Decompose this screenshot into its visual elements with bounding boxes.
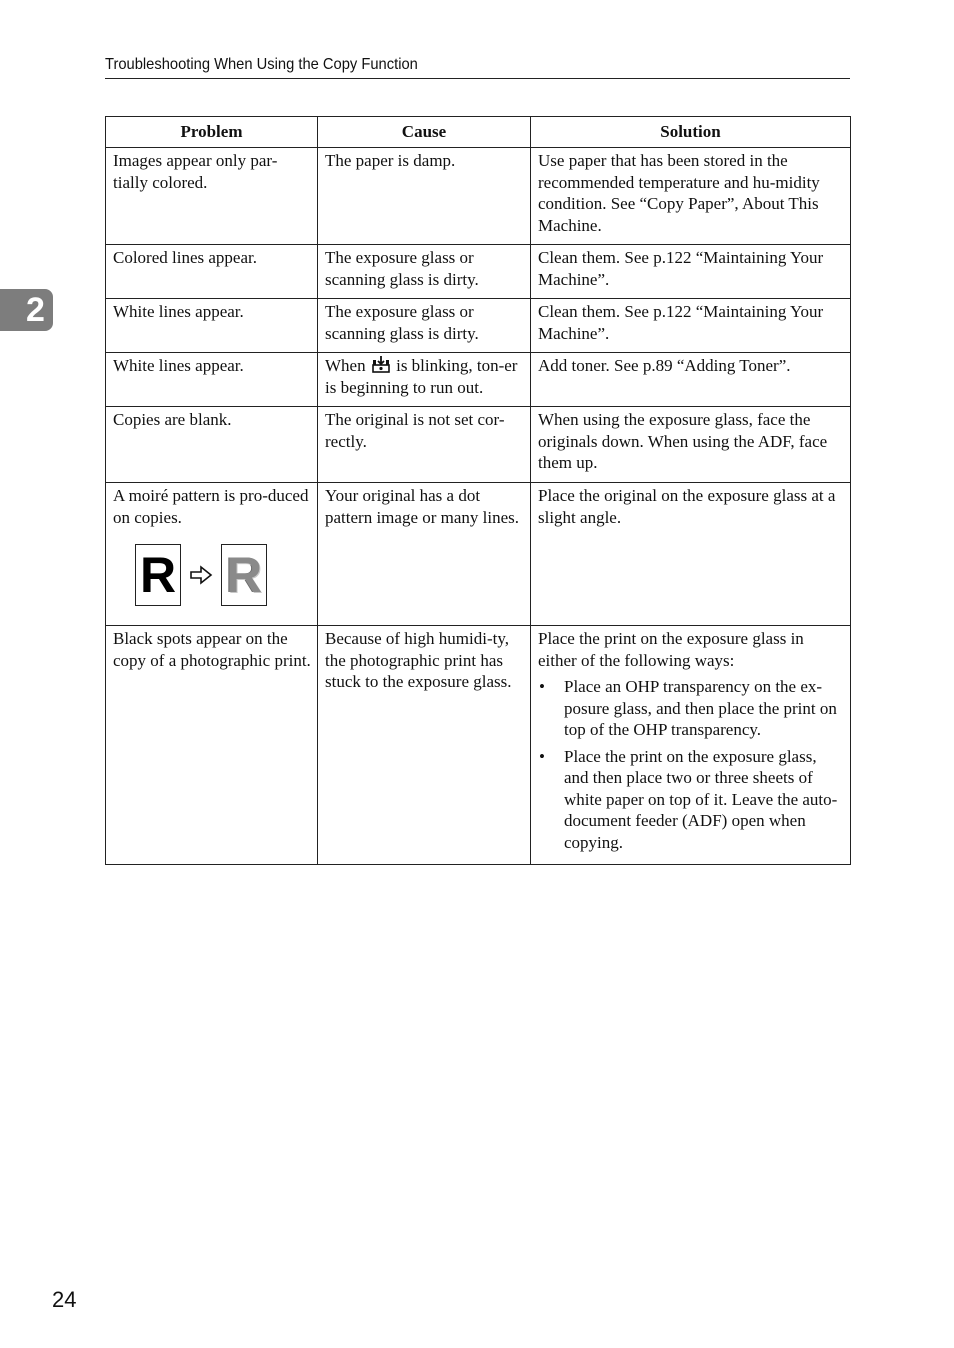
list-item: • Place an OHP transparency on the ex-posure glass, and then place the print on top of the OHP transparency. [538,676,844,741]
solution-cell: Add toner. See p.89 “Adding Toner”. [531,353,851,407]
cause-cell: Your original has a dot pattern image or many lines. [318,483,531,626]
table-row [106,407,851,483]
moire-letter: R [225,547,263,603]
table-row [106,353,851,407]
column-header-cause: Cause [318,117,531,148]
table-header-row [106,117,851,148]
table-row [106,483,851,626]
problem-cell: Images appear only par-tially colored. [106,148,318,245]
problem-cell: Colored lines appear. [106,245,318,299]
column-header-problem: Problem [106,117,318,148]
table-row [106,148,851,245]
problem-cell: Black spots appear on the copy of a photographic print. [106,626,318,865]
add-toner-icon [372,356,390,373]
cause-cell [318,353,531,407]
problem-text: A moiré pattern is pro-duced on copies. [113,486,309,527]
page-number: 24 [52,1287,77,1312]
solution-cell: Use paper that has been stored in the recommended temperature and hu-midity condition. See “Copy Paper”, About This Machine. [531,148,851,245]
moire-illustration [135,544,311,606]
problem-cell: White lines appear. [106,353,318,407]
moire-r-box [221,544,267,606]
column-header-solution: Solution [531,117,851,148]
list-item: • Place the print on the exposure glass, and then place two or three sheets of white paper on top of it. Leave the auto-document feeder (ADF) open when copying. [538,746,844,854]
troubleshooting-table [105,116,851,865]
cause-cell: Because of high humidi-ty, the photographic print has stuck to the exposure glass. [318,626,531,865]
cause-cell: The original is not set cor-rectly. [318,407,531,483]
header-rule [105,78,850,79]
solution-cell: When using the exposure glass, face the originals down. When using the ADF, face them up. [531,407,851,483]
solution-intro: Place the print on the exposure glass in either of the following ways: [538,629,804,670]
table-row [106,299,851,353]
right-arrow-icon [189,565,213,585]
solution-cell: Place the original on the exposure glass at a slight angle. [531,483,851,626]
original-r-box [135,544,181,606]
cause-cell: The exposure glass or scanning glass is dirty. [318,299,531,353]
chapter-tab: 2 [0,289,53,331]
solution-cell: Clean them. See p.122 “Maintaining Your Machine”. [531,245,851,299]
table-row [106,245,851,299]
cause-text-before: When [325,356,366,375]
problem-cell: Copies are blank. [106,407,318,483]
page-header-title: Troubleshooting When Using the Copy Function [105,56,418,73]
solution-bullet-list [538,676,844,853]
problem-cell [106,483,318,626]
table-row [106,626,851,865]
cause-text-after: is blinking, ton-er is beginning to run out. [325,356,518,397]
solution-cell: Clean them. See p.122 “Maintaining Your Machine”. [531,299,851,353]
original-letter: R [139,547,177,603]
cause-cell: The paper is damp. [318,148,531,245]
problem-cell: White lines appear. [106,299,318,353]
solution-cell [531,626,851,865]
cause-cell: The exposure glass or scanning glass is dirty. [318,245,531,299]
